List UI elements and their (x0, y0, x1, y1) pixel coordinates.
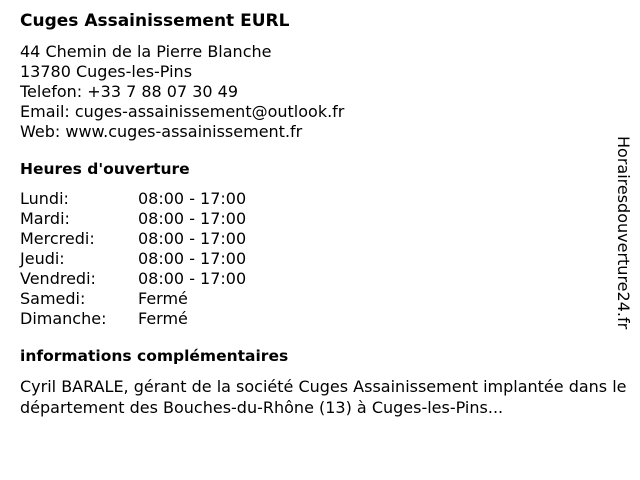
email-line: Email: cuges-assainissement@outlook.fr (20, 102, 345, 121)
phone-line: Telefon: +33 7 88 07 30 49 (20, 82, 239, 101)
hours-day: Lundi: (20, 189, 69, 208)
hours-row (20, 269, 620, 289)
side-brand: Horairesdouverture24.fr (614, 136, 633, 330)
hours-row (20, 249, 620, 269)
contact-block (20, 42, 620, 142)
hours-time: Fermé (138, 309, 188, 328)
hours-day: Dimanche: (20, 309, 107, 328)
info-title: informations complémentaires (20, 347, 289, 365)
info-text: Cyril BARALE, gérant de la société Cuges Assainissement implantée dans le département des Bouches-du-Rhône (13) à Cuges-les-Pins... (20, 377, 627, 417)
hours-time: 08:00 - 17:00 (138, 189, 247, 208)
hours-row (20, 229, 620, 249)
hours-time: 08:00 - 17:00 (138, 269, 247, 288)
hours-row (20, 189, 620, 209)
hours-row (20, 289, 620, 309)
address-line-2: 13780 Cuges-les-Pins (20, 62, 193, 81)
hours-day: Vendredi: (20, 269, 96, 288)
hours-day: Samedi: (20, 289, 86, 308)
hours-table (20, 189, 620, 329)
business-name: Cuges Assainissement EURL (20, 11, 290, 31)
hours-day: Mercredi: (20, 229, 95, 248)
web-line: Web: www.cuges-assainissement.fr (20, 122, 303, 141)
hours-time: 08:00 - 17:00 (138, 249, 247, 268)
hours-time: 08:00 - 17:00 (138, 209, 247, 228)
hours-title: Heures d'ouverture (20, 160, 190, 178)
hours-time: Fermé (138, 289, 188, 308)
address-line-1: 44 Chemin de la Pierre Blanche (20, 42, 272, 61)
hours-row (20, 309, 620, 329)
hours-time: 08:00 - 17:00 (138, 229, 247, 248)
hours-day: Jeudi: (20, 249, 65, 268)
hours-day: Mardi: (20, 209, 70, 228)
hours-row (20, 209, 620, 229)
